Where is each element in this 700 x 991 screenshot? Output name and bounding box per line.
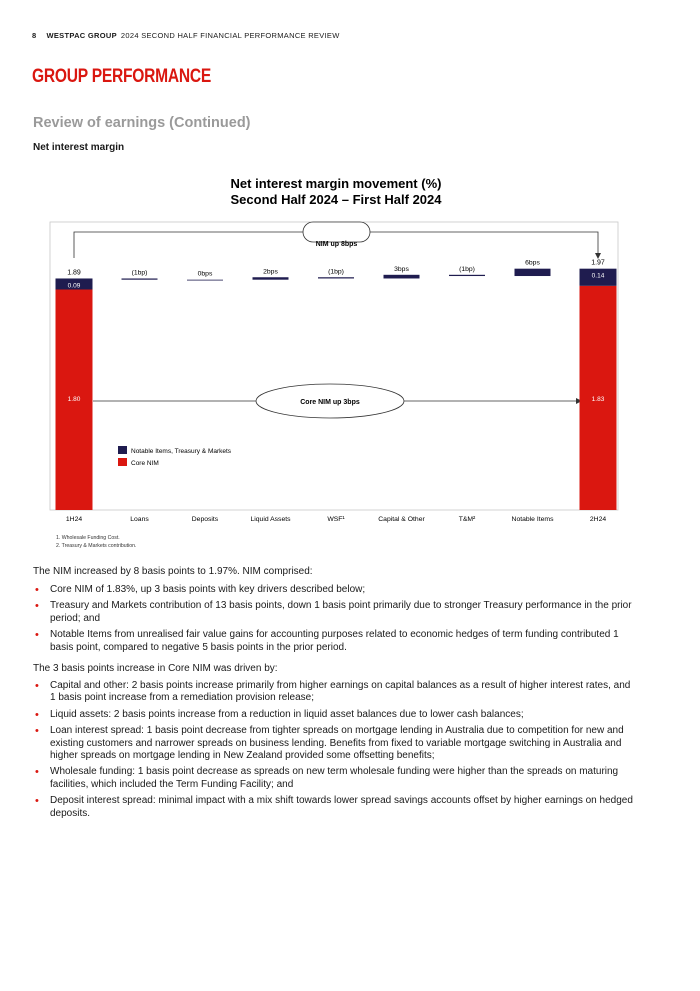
core-nim-paragraph: The 3 basis points increase in Core NIM was driven by: xyxy=(33,663,278,674)
top-connector-arrowhead xyxy=(595,253,601,259)
top-annotation: NIM up 8bps xyxy=(315,241,358,248)
page-number: 8 xyxy=(32,31,37,40)
footnote-2: 2. Treasury & Markets contribution. xyxy=(56,543,137,549)
x-label-2h24: 2H24 xyxy=(589,516,607,523)
header-brand: WESTPAC GROUP xyxy=(46,31,117,40)
step-bar-deposits xyxy=(187,280,223,281)
x-axis-labels xyxy=(66,516,606,523)
step-bar-liquid-assets xyxy=(253,277,289,279)
step-label-t-m: (1bp) xyxy=(459,265,475,273)
step-bar-capital-other xyxy=(384,275,420,279)
legend-label-notable: Notable Items, Treasury & Markets xyxy=(131,448,232,455)
core-nim-drivers-list xyxy=(33,680,633,824)
step-label-notable-items: 6bps xyxy=(525,259,540,267)
x-label-liquid-assets: Liquid Assets xyxy=(250,516,291,523)
list-item: • Loan interest spread: 1 basis point decrease from tighter spreads on mortgage lending in Australia due to competition for new and existing customers and narrower spreads on business lending. Benefits from fixed to variable mortgage switching in Australia and higher spreads on mortgage lending in New Zealand provided some offsetting benefits; xyxy=(33,725,633,762)
page-subtitle: Review of earnings (Continued) xyxy=(33,115,251,131)
step-bar-loans xyxy=(122,278,158,279)
list-item: • Wholesale funding: 1 basis point decrease as spreads on new term wholesale funding were higher than the spreads on maturing facilities, which included the Term Funding Facility; and xyxy=(33,766,633,791)
label-core-1h24: 1.80 xyxy=(67,396,81,403)
step-bar-t-m xyxy=(449,275,485,276)
footnote-1: 1. Wholesale Funding Cost. xyxy=(56,535,120,541)
label-notable-2h24: 0.14 xyxy=(591,272,605,280)
step-label-loans: (1bp) xyxy=(131,269,148,277)
list-item: • Capital and other: 2 basis points increase primarily from higher earnings on capital balances as a result of higher interest rates, and 1 basis point increase from a remediation provision release; xyxy=(33,680,633,705)
legend-swatch-core xyxy=(118,458,127,466)
legend-swatch-notable xyxy=(118,446,127,454)
step-label-capital-other: 3bps xyxy=(394,265,409,273)
x-label-wsf: WSF¹ xyxy=(327,516,345,523)
step-bar-wsf xyxy=(318,277,354,278)
legend-label-core: Core NIM xyxy=(131,460,159,467)
x-label-1h24: 1H24 xyxy=(65,516,83,523)
chart-title: Net interest margin movement (%) xyxy=(230,176,442,191)
page-title: GROUP PERFORMANCE xyxy=(32,66,212,87)
header-report-title: 2024 SECOND HALF FINANCIAL PERFORMANCE REVIEW xyxy=(120,31,340,40)
list-item: • Core NIM of 1.83%, up 3 basis points with key drivers described below; xyxy=(33,584,633,596)
x-label-loans: Loans xyxy=(130,516,149,523)
section-title: Net interest margin xyxy=(33,142,125,153)
step-label-wsf: (1bp) xyxy=(328,268,344,276)
list-item: • Liquid assets: 2 basis points increase from a reduction in liquid asset balances due to lower cash balances; xyxy=(33,709,633,721)
x-label-deposits: Deposits xyxy=(191,516,219,523)
list-item: • Notable Items from unrealised fair value gains for accounting purposes related to economic hedges of term funding contributed 1 basis point, compared to negative 5 basis points in the prior period. xyxy=(33,629,633,654)
x-label-notable-items: Notable Items xyxy=(511,516,554,523)
chart-subtitle: Second Half 2024 – First Half 2024 xyxy=(230,192,442,207)
nim-components-list xyxy=(33,584,633,658)
core-annotation: Core NIM up 3bps xyxy=(300,399,360,406)
list-item: • Treasury and Markets contribution of 13 basis points, down 1 basis point primarily due to stronger Treasury performance in the prior period; and xyxy=(33,600,633,625)
list-item: • Deposit interest spread: minimal impact with a mix shift towards lower spread savings accounts offset by higher earnings on hedged deposits. xyxy=(33,795,633,820)
step-label-liquid-assets: 2bps xyxy=(263,268,278,276)
nim-summary-paragraph: The NIM increased by 8 basis points to 1.97%. NIM comprised: xyxy=(33,566,313,577)
label-notable-1h24: 0.09 xyxy=(67,282,81,290)
top-annotation-box xyxy=(303,222,370,242)
x-label-t-m: T&M² xyxy=(458,516,476,523)
total-label-1h24: 1.89 xyxy=(67,269,81,277)
label-core-2h24: 1.83 xyxy=(591,396,605,403)
step-bar-notable-items xyxy=(515,269,551,276)
x-label-capital-other: Capital & Other xyxy=(378,516,425,523)
total-label-2h24: 1.97 xyxy=(591,259,605,267)
step-label-deposits: 0bps xyxy=(197,270,213,278)
